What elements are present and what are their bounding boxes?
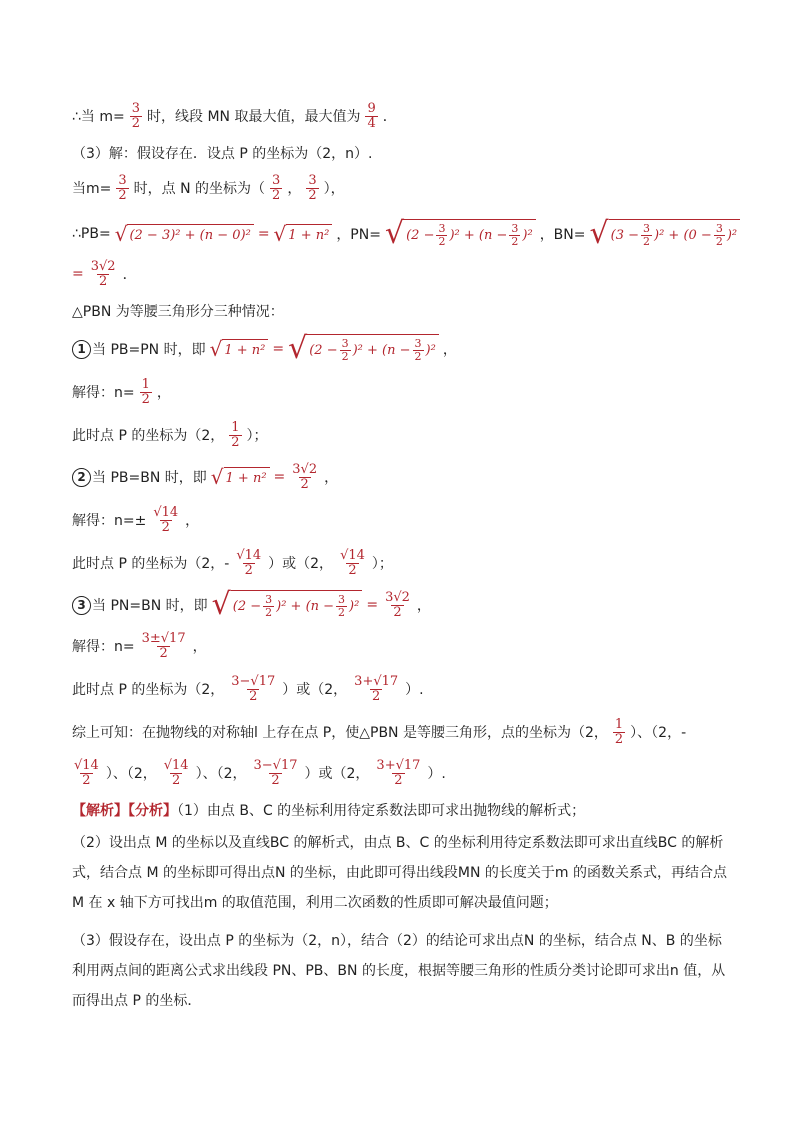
text: ， [324,470,339,486]
text: （3）假设存在，设出点 P 的坐标为（2，n），结合（2）的结论可求出点N 的坐标，结合点 N、B 的坐标利用两点间的距离公式求出线段 PN、PB、BN 的长度，根据等腰三角形的性质分类讨论即可求出n 值，从而得出点 P 的坐标． [72,933,726,1009]
fraction: $\frac{3+√17}{2}$ [376,757,421,788]
fraction: $\frac{3√2}{2}$ [385,589,410,620]
fraction: $\frac{3}{2}$ [118,172,127,203]
fraction: $\frac{1}{2}$ [614,716,624,747]
text: （3）解：假设存在．设点 P 的坐标为（2，n）. [72,146,373,162]
analysis-tag: 【解析】【分析】 [72,803,177,819]
line-max-value [72,98,734,134]
text: 综上可知：在抛物线的对称轴l 上存在点 P，使△PBN 是等腰三角形，点的坐标为（2， [72,725,608,741]
fraction: $\frac{3}{2}$ [308,172,317,203]
text: 当 PB=PN 时，即 [92,342,206,358]
line-case3 [72,587,734,623]
line-distances [72,215,738,252]
line-bn-value [72,256,734,292]
sqrt-pb-simplified: √ 1 + n² [274,224,333,245]
text: ）， [323,181,345,197]
text: 此时点 P 的坐标为（2，- [72,556,230,572]
fraction: $\frac{3√2}{2}$ [292,461,318,492]
sqrt: √ (2 − $\frac{3}{2}$ )² + (n − $\frac{3}{2}$ )² [212,590,363,621]
text: 时，点 N 的坐标为（ [133,181,266,197]
text: ，PN= [336,227,381,243]
line-conclusion [72,714,734,750]
text: ）或（2， [304,766,370,782]
equals: = [273,469,286,485]
circled-number: 3 [72,596,91,615]
fraction: $\frac{3-√17}{2}$ [231,673,276,704]
fraction: $\frac{√14}{2}$ [236,547,262,578]
fraction: $\frac{3-√17}{2}$ [253,757,298,788]
text: 解得：n= [72,385,135,401]
text: ）、（2， [105,766,157,782]
fraction: $\frac{√14}{2}$ [163,757,189,788]
text: ， [185,513,200,529]
circled-number: 1 [72,340,91,359]
text: ）、（2， [195,766,247,782]
text: ）. [427,766,446,782]
text: 此时点 P 的坐标为（2， [72,428,225,444]
text: ． [122,267,137,283]
text: 解得：n= [72,639,135,655]
text: ， [442,342,457,358]
text: ， [287,181,302,197]
line-case1 [72,331,734,367]
equals: = [72,266,84,282]
sqrt-pn: √ (2 − $\frac{3}{2}$ )² + (n − $\frac{3}{2}$ )² [385,219,536,250]
text: ）或（2， [268,556,334,572]
fraction: $\frac{√14}{2}$ [153,504,179,535]
line-solve1 [72,374,734,410]
text: 解得：n=± [72,513,147,529]
text: 当m= [72,181,112,197]
sqrt: √ 1 + n² [210,339,269,360]
text: ）或（2， [282,682,348,698]
text: 当 PN=BN 时，即 [92,598,208,614]
line-point2 [72,545,734,581]
text: ）、（2，- [630,725,687,741]
sqrt: √ (2 − $\frac{3}{2}$ )² + (n − $\frac{3}{2}$ )² [288,334,439,365]
sqrt-pb: √ (2 − 3)² + (n − 0)² [115,224,254,245]
fraction: $\frac{3+√17}{2}$ [354,673,399,704]
line-point1 [72,417,734,453]
line-solve2 [72,502,734,538]
sqrt-bn: √ (3 − $\frac{3}{2}$ )² + (0 − $\frac{3}{2}$ )² [590,219,741,250]
text: 当 PB=BN 时，即 [92,470,207,486]
text: ， [192,639,207,655]
fraction: $\frac{1}{2}$ [231,419,240,450]
sqrt: √ 1 + n² [211,467,270,488]
text: ， [156,385,171,401]
equals: = [257,226,270,242]
line-part3-intro [72,138,734,168]
line-point3 [72,671,734,707]
text: （2）设出点 M 的坐标以及直线BC 的解析式，由点 B、C 的坐标利用待定系数法即可求出直线BC 的解析式，结合点 M 的坐标即可得出点N 的坐标，由此即可得出线段MN 的长度关于m 的函数关系式，再结合点 M 在 x 轴下方可找出m 的取值范围，利用二次函数的性质即可解决最值问题； [72,835,727,911]
fraction: $\frac{3√2}{2}$ [90,258,116,289]
fraction: $\frac{3\pm√17}{2}$ [141,630,186,661]
line-three-cases [72,296,734,326]
fraction: $\frac{√14}{2}$ [340,547,365,578]
equals: = [366,597,379,613]
analysis-part2 [72,828,734,918]
text: ）. [405,682,424,698]
text: ）； [371,556,393,572]
text: ∴PB= [72,226,111,242]
circled-number: 2 [72,468,91,487]
line-solve3 [72,628,734,664]
text: 时，线段 MN 取最大值，最大值为 [147,109,361,125]
analysis-part1 [72,796,734,826]
fraction: $\frac{√14}{2}$ [74,757,99,788]
fraction: $\frac{1}{2}$ [141,376,150,407]
text: 此时点 P 的坐标为（2， [72,682,225,698]
line-n-coordinate [72,170,734,206]
text: （1）由点 B、C 的坐标利用待定系数法即可求出抛物线的解析式； [177,803,586,819]
line-conclusion-cont [72,755,734,791]
text: ，BN= [539,227,586,243]
text: ， [416,598,431,614]
text: △PBN 为等腰三角形分三种情况： [72,304,284,320]
fraction: $\frac{9}{4}$ [367,100,376,131]
text: ）； [246,428,268,444]
text: ． [382,109,397,125]
analysis-part3 [72,926,734,1016]
fraction: $\frac{3}{2}$ [131,100,141,131]
line-case2 [72,459,734,495]
equals: = [272,341,285,357]
text: ∴当 m= [72,109,125,125]
fraction: $\frac{3}{2}$ [272,172,281,203]
